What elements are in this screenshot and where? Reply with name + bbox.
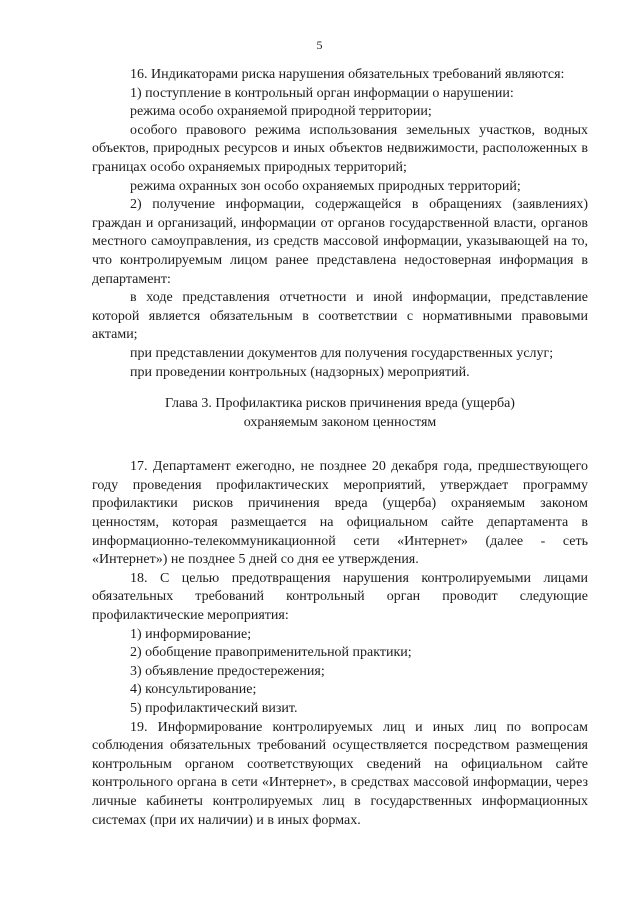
chapter-heading [92, 395, 588, 432]
section-16-item-4: режима охранных зон особо охраняемых природных территорий; [130, 178, 521, 194]
document-body [92, 66, 588, 830]
section-16-item-5: 2) получение информации, содержащейся в обращениях (заявлениях) граждан и организаций, информации от органов государственной власти, органов местного самоуправления, из средств массовой информации, указывающей на то, что контролируемым лицом ранее представлена недостоверная информация в департамент: [92, 197, 588, 287]
chapter-title-line-2: охраняемым законом ценностям [243, 414, 437, 430]
section-18-item-5: 5) профилактический визит. [130, 701, 298, 716]
section-18-item-4: 4) консультирование; [130, 682, 257, 698]
section-16-item-1: 1) поступление в контрольный орган информации о нарушении: [130, 85, 514, 101]
section-16-item-3: особого правового режима использования земельных участков, водных объектов, природных ресурсов и иных объектов недвижимости, расположенных в границах особо охраняемых природных территорий; [92, 122, 588, 175]
section-16-intro: 16. Индикаторами риска нарушения обязательных требований являются: [130, 67, 565, 82]
section-18-item-1: 1) информирование; [130, 626, 252, 642]
section-16-item-8: при проведении контрольных (надзорных) мероприятий. [130, 364, 470, 380]
page-number: 5 [316, 38, 323, 52]
chapter-title-line-1: Глава 3. Профилактика рисков причинения вреда (ущерба) [165, 396, 515, 412]
section-18-item-3: 3) объявление предостережения; [130, 663, 325, 679]
section-16-item-7: при представлении документов для получения государственных услуг; [130, 345, 554, 361]
section-17: 17. Департамент ежегодно, не позднее 20 декабря года, предшествующего году проведения профилактических мероприятий, утверждает программу профилактики рисков причинения вреда (ущерба) охраняемым законом ценностям, которая размещается на официальном сайте департамента в информационно-телекоммуникационной сети «Интернет» (далее - сеть «Интернет») не позднее 5 дней со дня ее утверждения. [92, 459, 588, 568]
section-19: 19. Информирование контролируемых лиц и иных лиц по вопросам соблюдения обязательных требований осуществляется посредством размещения контрольным органом соответствующих сведений на официальном сайте контрольного органа в сети «Интернет», в средствах массовой информации, через личные кабинеты контролируемых лиц в государственных информационных системах (при их наличии) и в иных формах. [92, 719, 588, 828]
section-18-item-2: 2) обобщение правоприменительной практики; [130, 645, 412, 661]
section-18-intro: 18. С целью предотвращения нарушения контролируемыми лицами обязательных требований контрольный орган проводит следующие профилактические мероприятия: [92, 570, 588, 624]
section-16-item-6: в ходе представления отчетности и иной информации, представление которой является обязательным в соответствии с нормативными правовыми актами; [92, 290, 588, 343]
section-16-item-2: режима особо охраняемой природной территории; [130, 104, 432, 120]
